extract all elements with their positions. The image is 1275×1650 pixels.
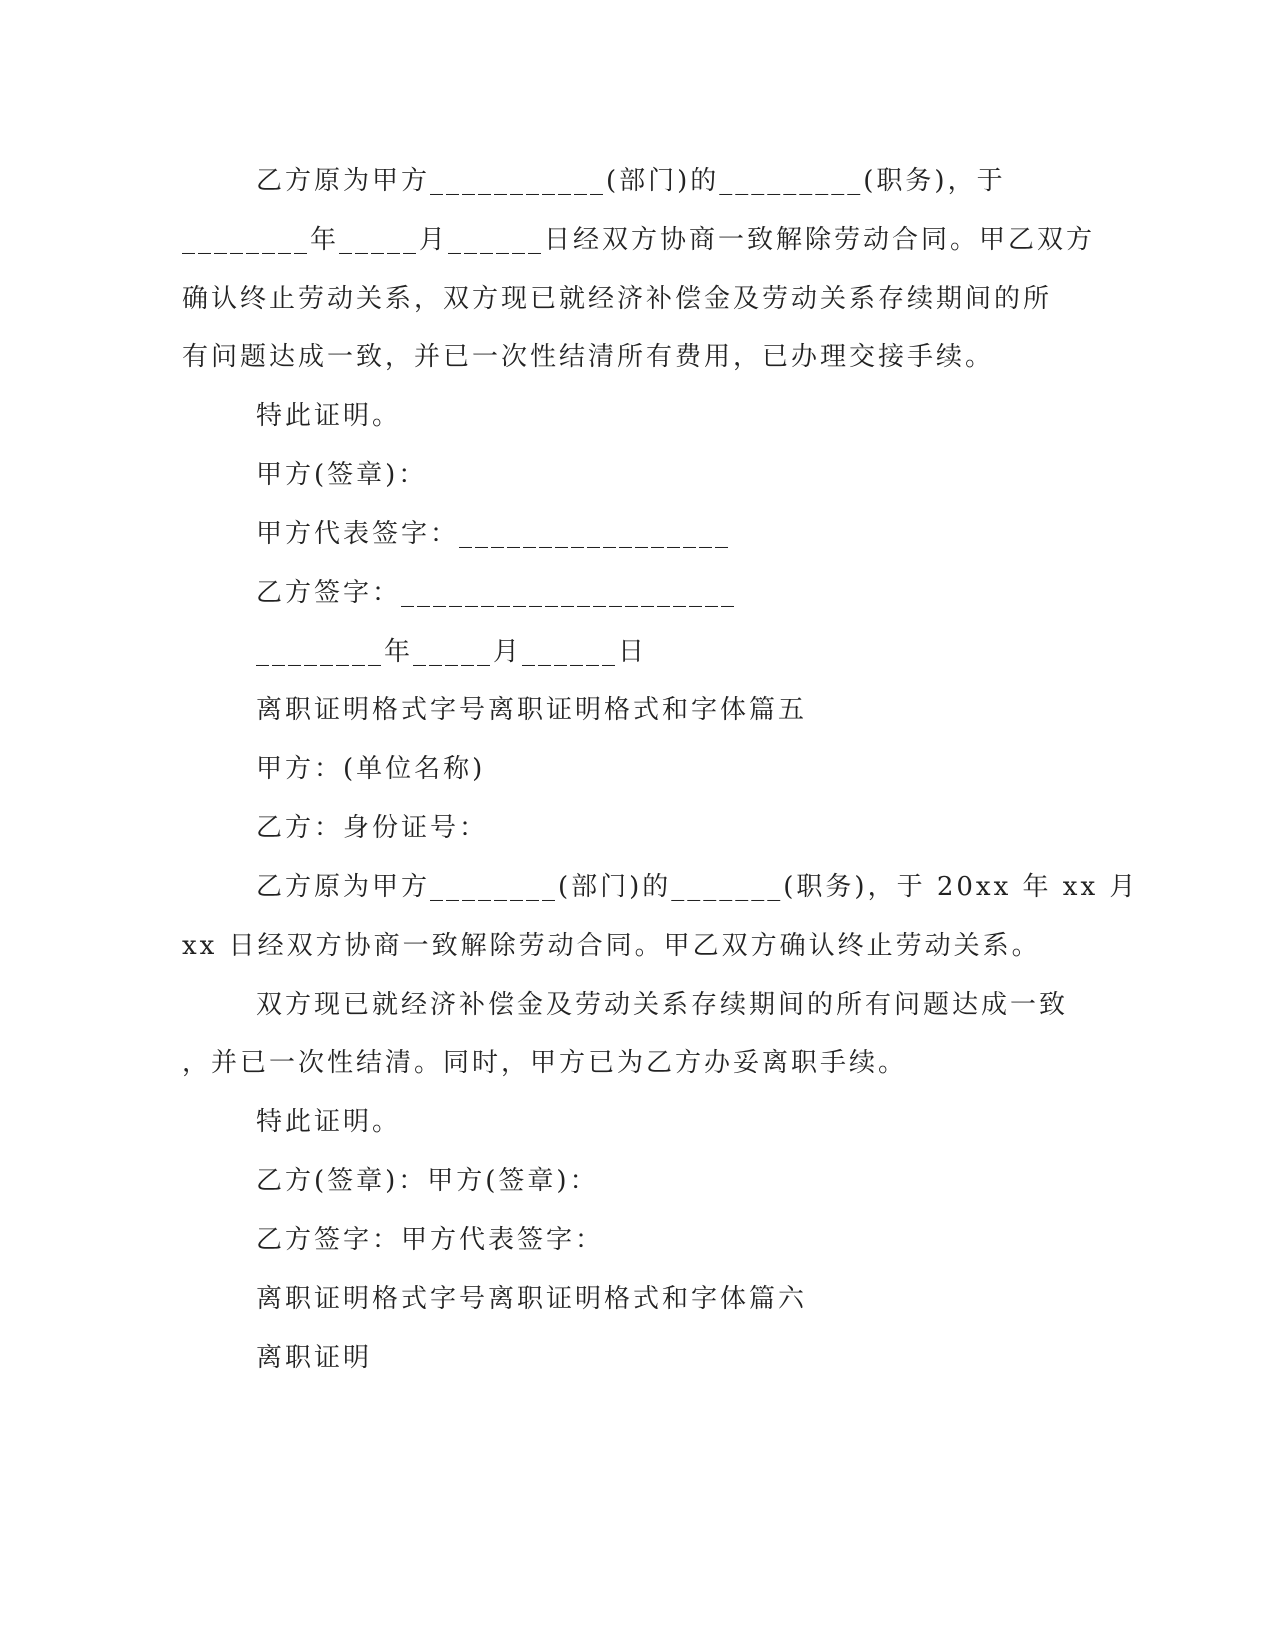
- party-a-seal-field: 甲方(签章)：: [256, 460, 428, 490]
- paragraph-line: ________年_____月______日经双方协商一致解除劳动合同。甲乙双方: [182, 225, 1096, 255]
- section-heading: 离职证明格式字号离职证明格式和字体篇五: [256, 695, 808, 725]
- closing-statement: 特此证明。: [256, 1107, 402, 1137]
- document-title: 离职证明: [256, 1343, 373, 1373]
- paragraph-line: 确认终止劳动关系，双方现已就经济补偿金及劳动关系存续期间的所: [182, 284, 1053, 314]
- party-b-signature-field: 乙方签字：_____________________: [256, 578, 738, 608]
- date-field: ________年_____月______日: [256, 637, 648, 667]
- party-a-line: 甲方：(单位名称): [256, 754, 486, 784]
- closing-statement: 特此证明。: [256, 401, 402, 431]
- signature-fields-line: 乙方签字：甲方代表签字：: [256, 1225, 605, 1255]
- paragraph-line: 乙方原为甲方___________(部门)的_________(职务)，于: [256, 166, 1006, 196]
- seal-fields-line: 乙方(签章)：甲方(签章)：: [256, 1166, 599, 1196]
- paragraph-line: 有问题达成一致，并已一次性结清所有费用，已办理交接手续。: [182, 342, 995, 372]
- party-b-line: 乙方：身份证号：: [256, 813, 489, 843]
- paragraph-line: xx 日经双方协商一致解除劳动合同。甲乙双方确认终止劳动关系。: [182, 931, 1041, 961]
- paragraph-line: 双方现已就经济补偿金及劳动关系存续期间的所有问题达成一致: [256, 990, 1069, 1020]
- paragraph-line: ，并已一次性结清。同时，甲方已为乙方办妥离职手续。: [182, 1048, 908, 1078]
- paragraph-line: 乙方原为甲方________(部门)的_______(职务)，于 20xx 年 xx 月: [256, 872, 1139, 902]
- section-heading: 离职证明格式字号离职证明格式和字体篇六: [256, 1284, 808, 1314]
- party-a-representative-signature-field: 甲方代表签字：_________________: [256, 519, 732, 549]
